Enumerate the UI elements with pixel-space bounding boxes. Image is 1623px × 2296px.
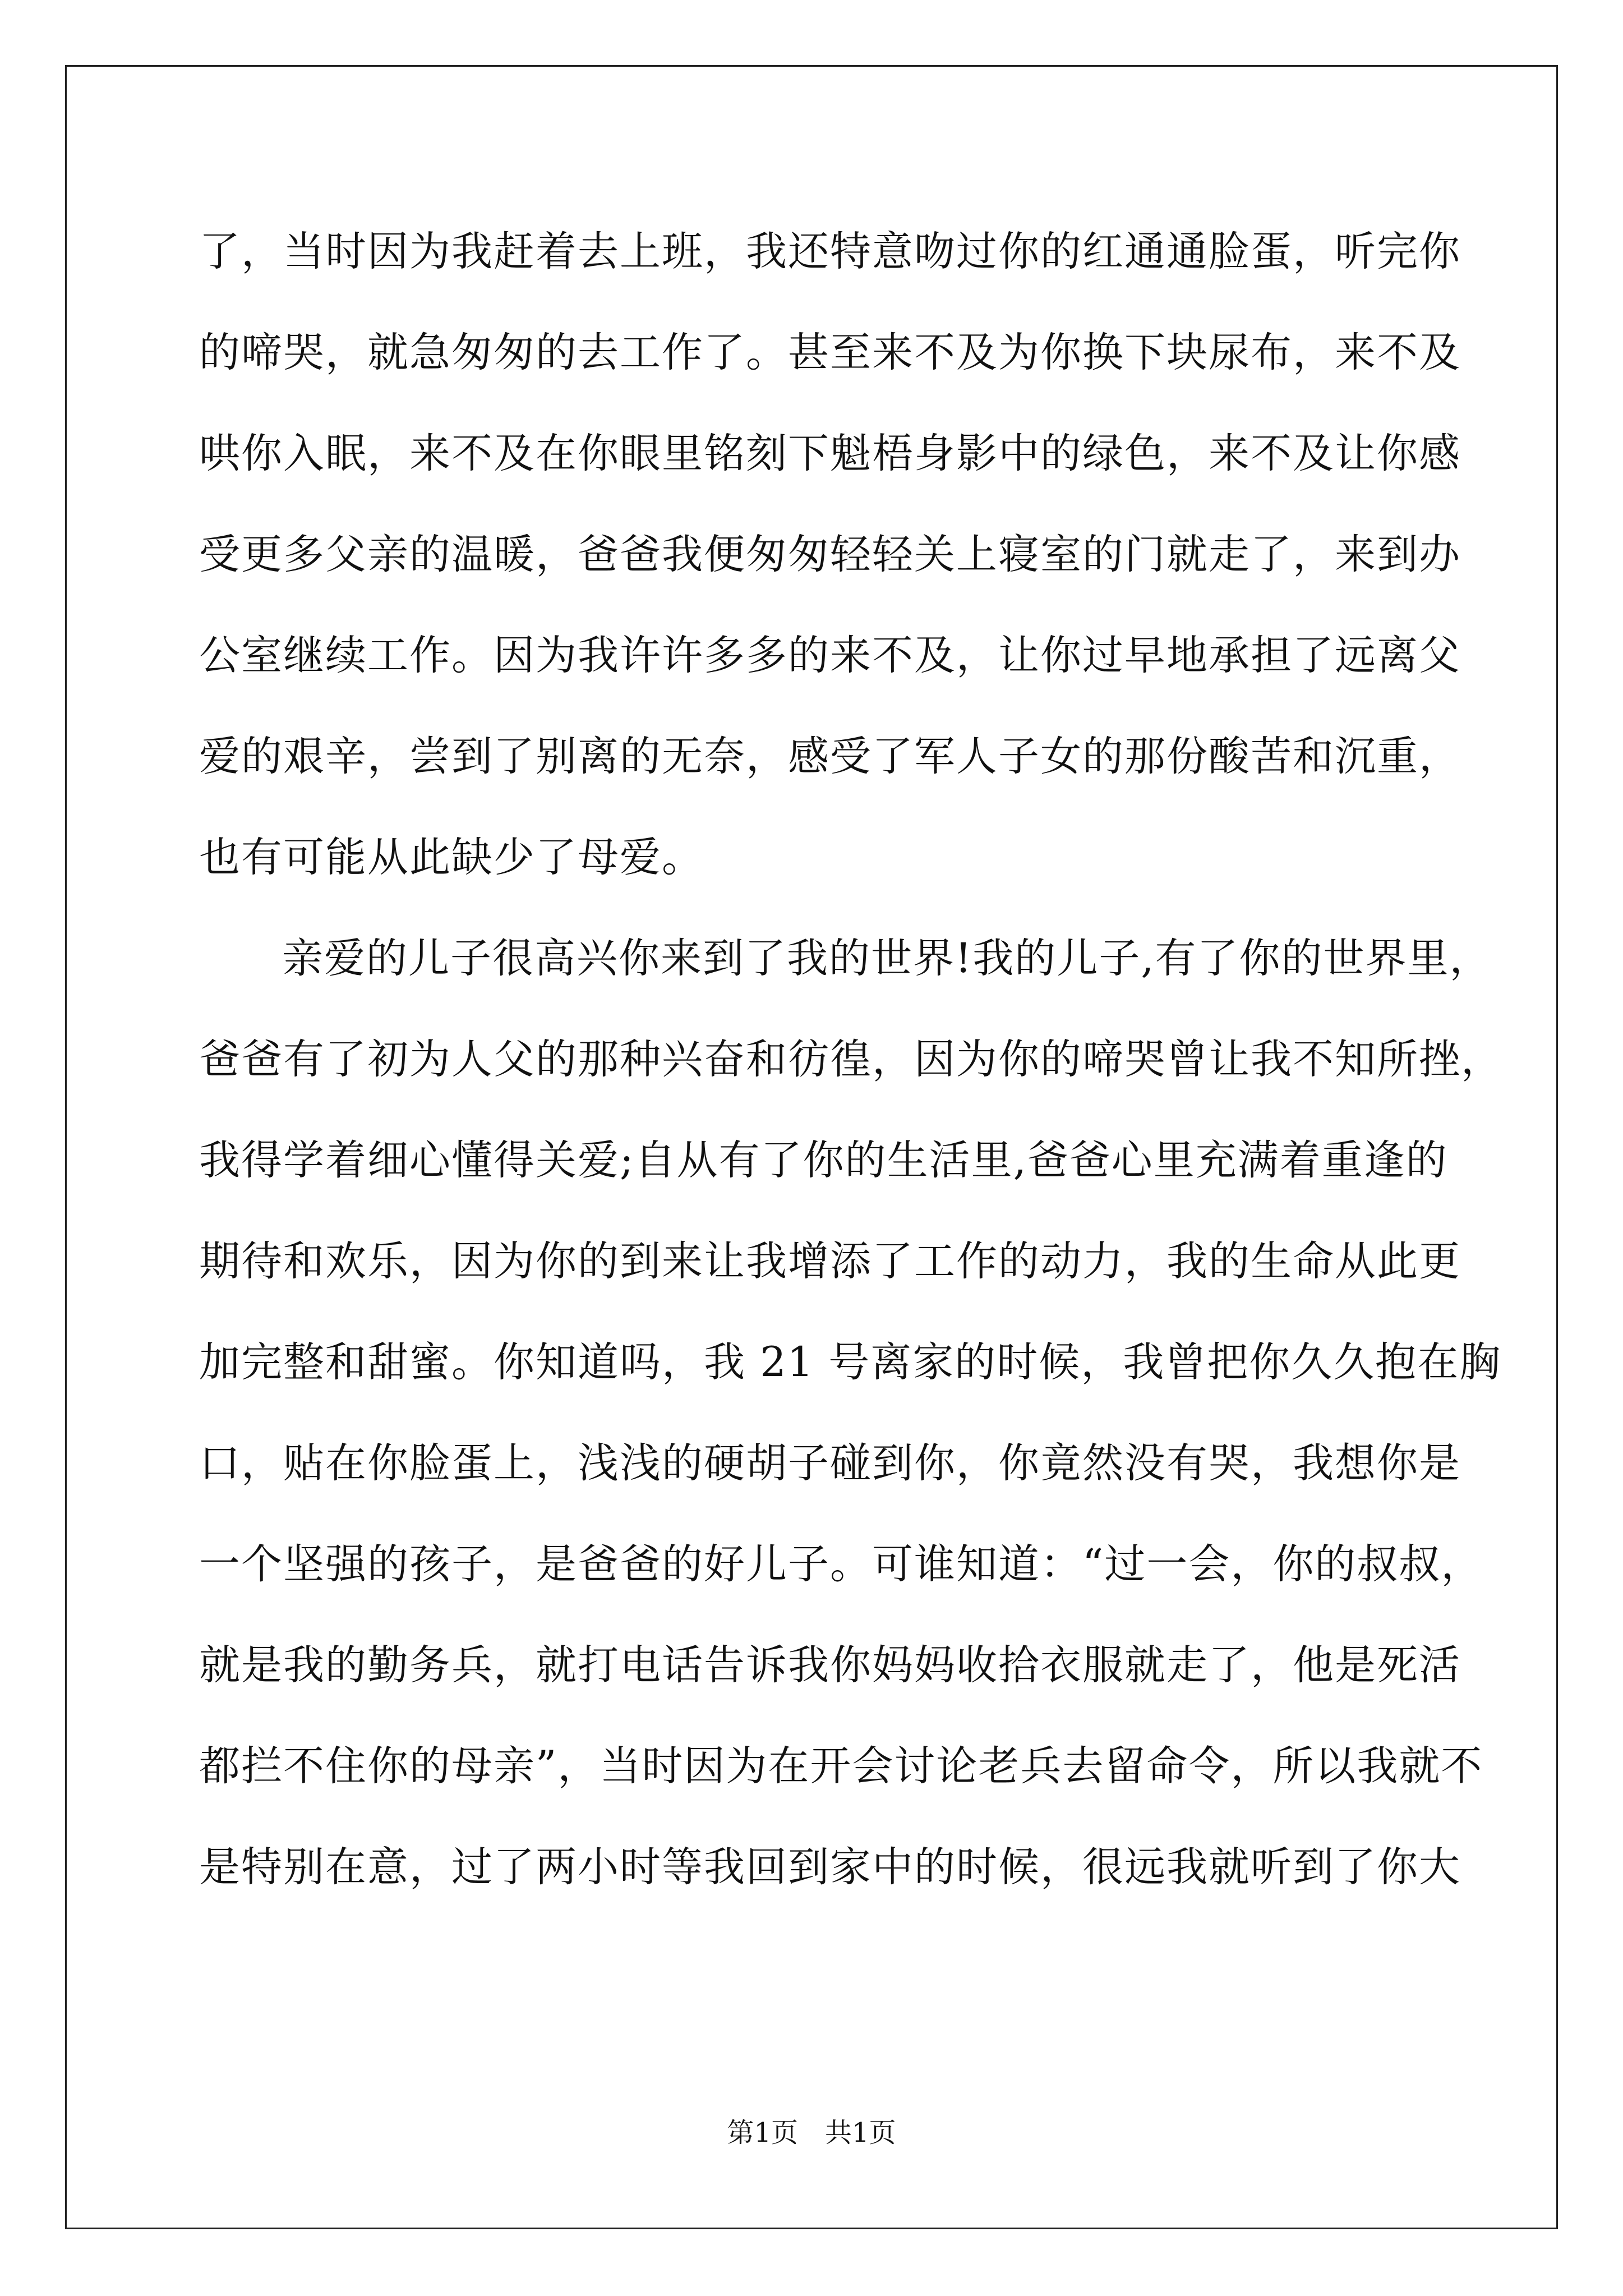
text-line: 都拦不住你的母亲”，当时因为在开会讨论老兵去留命令，所以我就不 bbox=[199, 1742, 1483, 1790]
text-line-paragraph-start: 亲爱的儿子很高兴你来到了我的世界!我的儿子,有了你的世界里， bbox=[282, 935, 1492, 982]
page-footer bbox=[0, 2116, 1623, 2150]
text-line: 爱的艰辛，尝到了别离的无奈，感受了军人子女的那份酸苦和沉重， bbox=[199, 733, 1461, 780]
text-line: 受更多父亲的温暖，爸爸我便匆匆轻轻关上寝室的门就走了，来到办 bbox=[199, 531, 1461, 578]
text-line: 也有可能从此缺少了母爱。 bbox=[199, 834, 704, 881]
page-total: 共1页 bbox=[825, 2117, 896, 2148]
text-line: 了，当时因为我赶着去上班，我还特意吻过你的红通通脸蛋，听完你 bbox=[199, 228, 1461, 275]
text-line: 爸爸有了初为人父的那种兴奋和彷徨，因为你的啼哭曾让我不知所挫， bbox=[199, 1036, 1503, 1083]
text-line: 期待和欢乐，因为你的到来让我增添了工作的动力，我的生命从此更 bbox=[199, 1237, 1461, 1285]
text-line: 一个坚强的孩子，是爸爸的好儿子。可谁知道：“过一会，你的叔叔， bbox=[199, 1540, 1483, 1588]
text-line: 就是我的勤务兵，就打电话告诉我你妈妈收拾衣服就走了，他是死活 bbox=[199, 1641, 1461, 1689]
page-number: 第1页 bbox=[727, 2117, 798, 2148]
text-line: 哄你入眠，来不及在你眼里铭刻下魁梧身影中的绿色，来不及让你感 bbox=[199, 430, 1461, 477]
document-body bbox=[199, 215, 1503, 1932]
text-line: 口，贴在你脸蛋上，浅浅的硬胡子碰到你，你竟然没有哭，我想你是 bbox=[199, 1439, 1461, 1487]
text-line: 公室继续工作。因为我许许多多的来不及，让你过早地承担了远离父 bbox=[199, 632, 1461, 679]
text-line: 加完整和甜蜜。你知道吗，我 21 号离家的时候，我曾把你久久抱在胸 bbox=[199, 1338, 1502, 1386]
text-line: 是特别在意，过了两小时等我回到家中的时候，很远我就听到了你大 bbox=[199, 1843, 1461, 1891]
text-line: 的啼哭，就急匆匆的去工作了。甚至来不及为你换下块尿布，来不及 bbox=[199, 329, 1461, 376]
text-line: 我得学着细心懂得关爱;自从有了你的生活里,爸爸心里充满着重逢的 bbox=[199, 1137, 1448, 1184]
